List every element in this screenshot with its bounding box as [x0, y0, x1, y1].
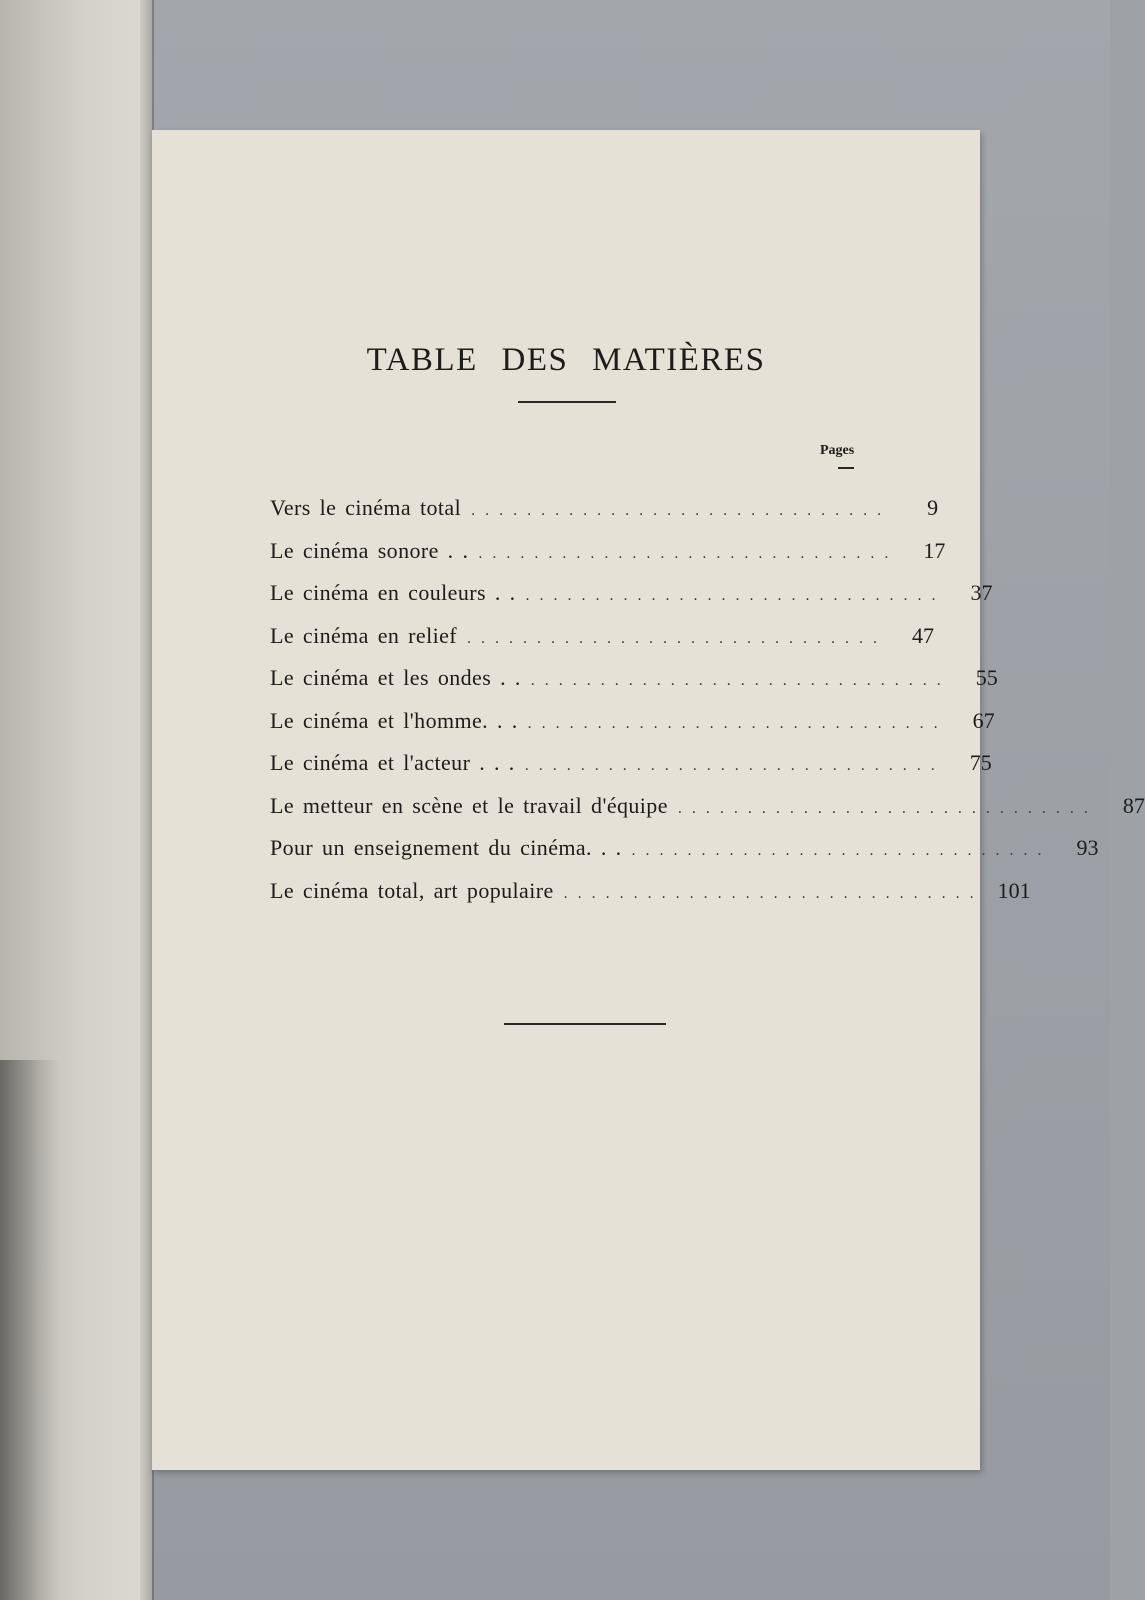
pages-header-dash [838, 467, 854, 469]
toc-entry-title: Le cinéma et l'acteur . . . [270, 750, 515, 775]
toc-entry-page: 37 [970, 580, 993, 605]
toc-entry-title: Pour un enseignement du cinéma. . . [270, 835, 622, 860]
dot-leader: . . . . . . . . . . . . . . . . . . . . . . . . . . . . . . [524, 757, 938, 774]
toc-entry-page: 9 [927, 495, 939, 520]
page-shadow [0, 1060, 60, 1600]
toc-entry [270, 622, 934, 666]
toc-entry-page: 93 [1076, 835, 1099, 860]
toc-entry-title: Le cinéma et l'homme. . . [270, 707, 518, 733]
toc-entry [270, 877, 1031, 921]
toc-entry-page: 101 [997, 877, 1031, 903]
toc-entry [270, 707, 995, 751]
dot-leader: . . . . . . . . . . . . . . . . . . . . . . . . . . . . . . [478, 544, 892, 562]
closing-rule [504, 1023, 666, 1025]
toc-entry-title: Le metteur en scène et le travail d'équipe [270, 792, 668, 818]
toc-entry [270, 835, 1099, 878]
page-title: TABLE DES MATIÈRES [366, 342, 766, 378]
dot-leader: . . . . . . . . . . . . . . . . . . . . . . . . . . . . . . [525, 587, 939, 604]
toc-entry-title: Le cinéma et les ondes . . [270, 665, 521, 690]
dot-leader: . . . . . . . . . . . . . . . . . . . . . . . . . . . . . . [527, 714, 941, 732]
dot-leader: . . . . . . . . . . . . . . . . . . . . . . . . . . . . . . [677, 799, 1091, 817]
toc-entry [270, 495, 939, 538]
dot-leader: . . . . . . . . . . . . . . . . . . . . . . . . . . . . . . [467, 629, 880, 647]
toc-entry-title: Le cinéma en couleurs . . [270, 580, 516, 605]
toc-entry-title: Le cinéma sonore . . [270, 537, 469, 563]
toc-entry-page: 47 [912, 622, 934, 648]
toc-entry-page: 75 [969, 750, 992, 775]
pages-column-header: Pages [820, 443, 855, 458]
toc-entry [270, 792, 1145, 836]
dot-leader: . . . . . . . . . . . . . . . . . . . . . . . . . . . . . . [471, 502, 885, 519]
toc-entry [270, 665, 998, 708]
dot-leader: . . . . . . . . . . . . . . . . . . . . . . . . . . . . . . [631, 842, 1045, 859]
toc-entry [270, 537, 946, 581]
book-page [152, 130, 1145, 1470]
toc-entry-page: 17 [923, 537, 946, 563]
dot-leader: . . . . . . . . . . . . . . . . . . . . . . . . . . . . . . [530, 672, 944, 689]
toc-entry-page: 55 [975, 665, 998, 690]
table-of-contents [270, 495, 1145, 920]
toc-entry-page: 67 [972, 707, 995, 733]
toc-entry-title: Vers le cinéma total [270, 495, 462, 520]
toc-entry-page: 87 [1122, 792, 1145, 818]
toc-entry-title: Le cinéma en relief [270, 622, 457, 648]
toc-entry [270, 580, 993, 623]
toc-entry [270, 750, 992, 793]
toc-entry-title: Le cinéma total, art populaire [270, 877, 554, 903]
dot-leader: . . . . . . . . . . . . . . . . . . . . . . . . . . . . . . [563, 884, 977, 902]
title-underline [518, 401, 616, 403]
